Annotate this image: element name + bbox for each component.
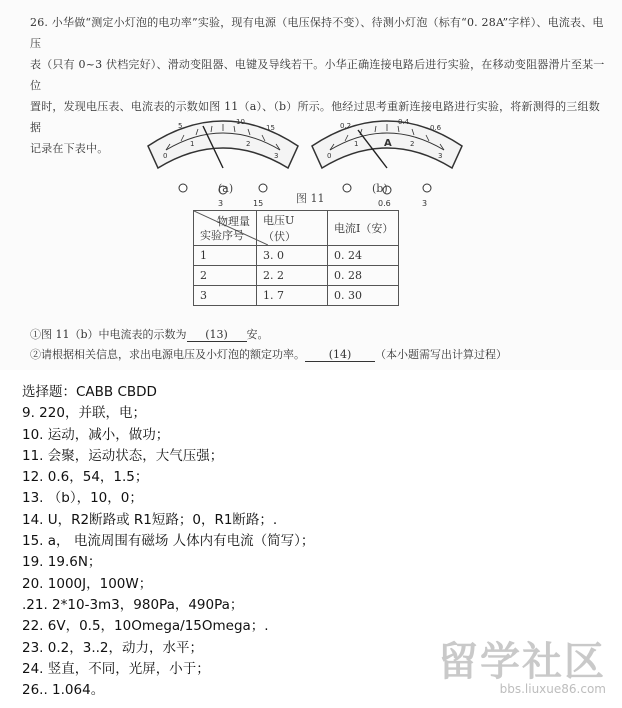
meter-b-caption: (b) <box>372 182 388 195</box>
cell-id: 1 <box>194 246 257 266</box>
table-row <box>194 266 399 286</box>
answer-line: 26.. 1.064。 <box>22 682 105 699</box>
meter-a-tick-0: 0 <box>163 152 168 160</box>
meter-a-tick-1: 1 <box>190 140 195 148</box>
watermark-url: bbs.liuxue86.com <box>499 682 606 696</box>
cell-current: 0. 28 <box>328 266 399 286</box>
blank-14: (14) <box>305 348 375 362</box>
sub2-text: ②请根据相关信息，求出电源电压及小灯泡的额定功率。 <box>30 348 305 361</box>
data-table <box>193 210 399 306</box>
question-line: 表（只有 0~3 伏档完好）、滑动变阻器、电键及导线若干。小华正确连接电路后进行实验，在移动变阻器滑片至某一位 <box>30 58 605 92</box>
meter-b-tick-0: 0 <box>327 152 332 160</box>
table-row <box>194 286 399 306</box>
meter-a-terminal-3: 3 <box>218 199 224 208</box>
question-line: 记录在下表中。 <box>30 142 109 155</box>
sub-question-2 <box>30 346 507 362</box>
answer-line: .21. 2*10-3m3，980Pa，490Pa； <box>22 596 244 613</box>
answer-line: 15. a， 电流周围有磁场 人体内有电流（简写）； <box>22 533 315 550</box>
meter-b-tick-3: 3 <box>438 152 443 160</box>
cell-voltage: 2. 2 <box>257 266 328 286</box>
answer-line: 13. （b），10，0； <box>22 490 143 507</box>
answer-line: 12. 0.6，54，1.5； <box>22 469 149 486</box>
meter-b-scale-2: 0.4 <box>398 118 410 126</box>
answer-line: 9. 220，并联，电； <box>22 405 146 422</box>
header-voltage: 电压U（伏） <box>257 211 328 246</box>
meter-a-scale-3: 15 <box>266 124 275 132</box>
header-current: 电流I（安） <box>328 211 399 246</box>
meter-a-tick-2: 2 <box>246 140 251 148</box>
meter-b-terminal-3: 3 <box>422 199 428 208</box>
blank-13: (13) <box>187 328 247 342</box>
cell-id: 2 <box>194 266 257 286</box>
table-row <box>194 246 399 266</box>
cell-id: 3 <box>194 286 257 306</box>
table-header-diagonal <box>194 211 257 246</box>
answer-line: 23. 0.2，3..2，动力，水平； <box>22 639 203 656</box>
question-line: 置时，发现电压表、电流表的示数如图 11（a）、（b）所示。他经过思考重新连接电路进行实验，将新测得的三组数据 <box>30 100 600 134</box>
question-line: 26. 小华做“测定小灯泡的电功率”实验，现有电源（电压保持不变）、待测小灯泡（标有“0. 28A”字样）、电流表、电压 <box>30 16 604 50</box>
meter-b-scale-1: 0.2 <box>340 122 352 130</box>
table-header-row <box>194 211 399 246</box>
header-trial: 实验序号 <box>200 229 244 242</box>
header-quantity: 物理量 <box>217 215 250 228</box>
answer-line: 20. 1000J，100W； <box>22 575 153 592</box>
meter-b-terminal-06: 0.6 <box>378 199 391 208</box>
meter-a-scale-1: 5 <box>178 122 183 130</box>
sub1-text: ①图 11（b）中电流表的示数为 <box>30 328 187 341</box>
answer-line: 22. 6V，0.5，10Omega/15Omega；. <box>22 618 269 635</box>
watermark <box>438 639 606 696</box>
answer-line: 选择题：CABB CBDD <box>22 384 157 400</box>
sub1-unit: 安。 <box>246 328 269 341</box>
sub2-note: （本小题需写出计算过程） <box>375 348 507 361</box>
meter-b-tick-2: 2 <box>410 140 415 148</box>
answer-line: 10. 运动，减小，做功； <box>22 426 170 443</box>
meter-a-terminal-15: 15 <box>253 199 264 208</box>
sub-question-1 <box>30 326 269 342</box>
answer-line: 19. 19.6N； <box>22 554 102 571</box>
answer-line: 11. 会聚，运动状态，大气压强； <box>22 447 224 464</box>
cell-voltage: 3. 0 <box>257 246 328 266</box>
meter-a-scale-2: 10 <box>236 118 245 126</box>
cell-voltage: 1. 7 <box>257 286 328 306</box>
meter-a-caption: (a) <box>218 182 234 195</box>
meter-b-unit: A <box>384 138 392 149</box>
cell-current: 0. 30 <box>328 286 399 306</box>
answer-line: 14. U，R2断路或 R1短路；0，R1断路；. <box>22 511 278 528</box>
meter-b-tick-1: 1 <box>354 140 359 148</box>
meter-b-scale-3: 0.6 <box>430 124 442 132</box>
meter-a-tick-3: 3 <box>274 152 279 160</box>
cell-current: 0. 24 <box>328 246 399 266</box>
watermark-text: 留学社区 <box>438 639 606 685</box>
figure-caption: 图 11 <box>296 192 325 205</box>
answer-line: 24. 竖直，不同，光屏，小于； <box>22 660 210 677</box>
